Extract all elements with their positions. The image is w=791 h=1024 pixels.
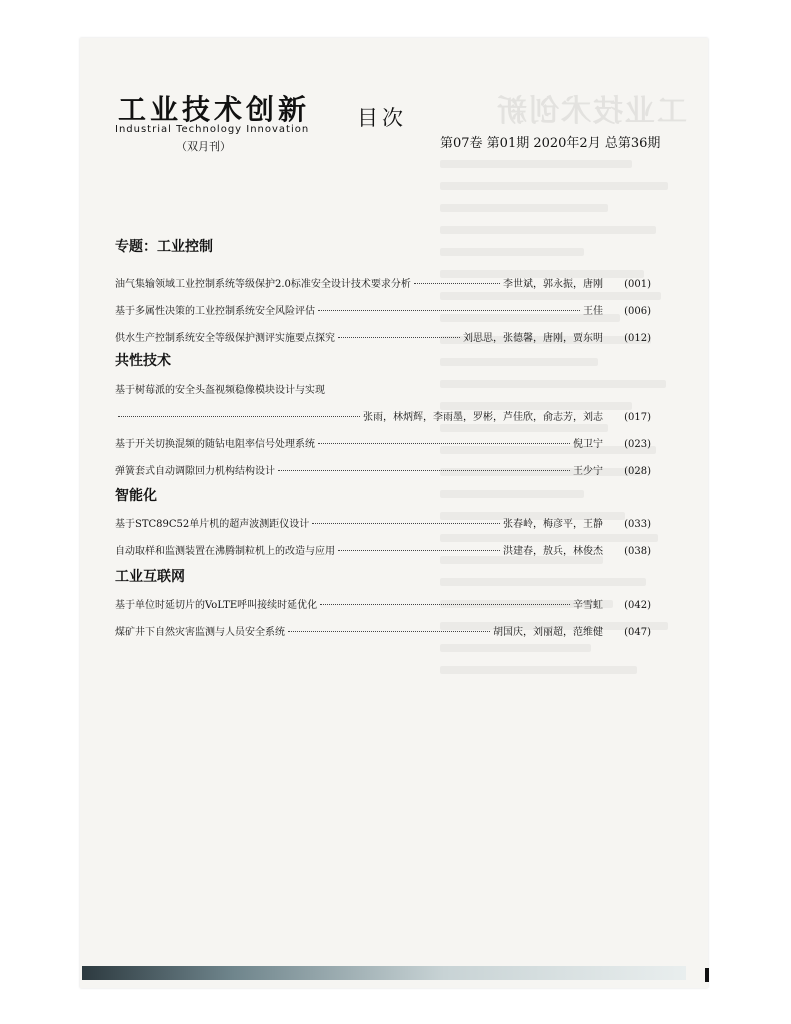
journal-title-en: Industrial Technology Innovation: [115, 124, 310, 135]
entry-authors: 倪卫宁: [573, 439, 603, 450]
entry-page: (001): [624, 279, 651, 290]
section-heading: 共性技术: [115, 353, 171, 369]
entry-title: 供水生产控制系统安全等级保护测评实施要点探究: [115, 333, 335, 344]
entry-page: (006): [624, 306, 651, 317]
entry-authors: 李世斌，郭永振，唐刚: [503, 279, 603, 290]
entry-page: (033): [624, 519, 651, 530]
entry-authors: 胡国庆，刘丽超，范维健: [493, 627, 603, 638]
bleed-through-text: 工业技术创新: [495, 94, 687, 129]
entry-page: (042): [624, 600, 651, 611]
entry-page: (012): [624, 333, 651, 344]
leader-dots: [414, 283, 500, 284]
entry-title[interactable]: 基于树莓派的安全头盔视频稳像模块设计与实现: [115, 385, 325, 396]
toc-entry[interactable]: [115, 515, 651, 533]
entry-authors: 王佳: [583, 306, 603, 317]
entry-title: 基于开关切换混频的随钻电阻率信号处理系统: [115, 439, 315, 450]
entry-authors: 洪建春，敖兵，林俊杰: [503, 546, 603, 557]
entry-authors: 王少宁: [573, 466, 603, 477]
toc-entry[interactable]: [115, 462, 651, 480]
toc-heading: 目次: [357, 106, 407, 130]
section-heading: 工业互联网: [115, 569, 185, 585]
leader-dots: [288, 631, 490, 632]
bleed-through-lines: [440, 160, 680, 760]
entry-title: 自动取样和监测装置在沸腾制粒机上的改造与应用: [115, 546, 335, 557]
entry-page: (028): [624, 466, 651, 477]
leader-dots: [118, 416, 360, 417]
leader-dots: [320, 604, 570, 605]
leader-dots: [312, 523, 500, 524]
leader-dots: [338, 337, 460, 338]
toc-entry[interactable]: [115, 542, 651, 560]
journal-frequency: （双月刊）: [176, 140, 231, 153]
toc-entry[interactable]: [115, 275, 651, 293]
issue-info: 第07卷 第01期 2020年2月 总第36期: [440, 136, 661, 151]
entry-title: 油气集输领域工业控制系统等级保护2.0标准安全设计技术要求分析: [115, 279, 411, 290]
entry-page: (038): [624, 546, 651, 557]
entry-title: 基于STC89C52单片机的超声波测距仪设计: [115, 519, 310, 530]
entry-authors: 刘思思，张德馨，唐刚，贾东明: [463, 333, 603, 344]
entry-page: (023): [624, 439, 651, 450]
entry-title: 弹簧套式自动调隙回力机构结构设计: [115, 466, 275, 477]
toc-entry[interactable]: [115, 329, 651, 347]
section-heading: 专题：工业控制: [115, 239, 213, 255]
section-heading: 智能化: [115, 488, 157, 504]
leader-dots: [318, 443, 570, 444]
entry-page: (017): [624, 412, 651, 423]
entry-authors: 张春岭，梅彦平，王静: [503, 519, 603, 530]
leader-dots: [318, 310, 580, 311]
entry-authors: 辛雪虹: [573, 600, 603, 611]
entry-page: (047): [624, 627, 651, 638]
toc-entry[interactable]: [115, 596, 651, 614]
scanner-edge-mark: [705, 968, 709, 982]
leader-dots: [338, 550, 500, 551]
entry-title: 基于多属性决策的工业控制系统安全风险评估: [115, 306, 315, 317]
entry-authors: 张雨，林炳辉，李雨墨，罗彬，芦佳欣，俞志芳，刘志: [363, 412, 603, 423]
entry-title: 煤矿井下自然灾害监测与人员安全系统: [115, 627, 285, 638]
scanner-edge-bar: [82, 966, 686, 980]
journal-title: 工业技术创新: [118, 93, 311, 126]
entry-title: 基于单位时延切片的VoLTE呼叫接续时延优化: [115, 600, 318, 611]
leader-dots: [278, 470, 570, 471]
toc-entry[interactable]: [115, 408, 651, 426]
toc-entry[interactable]: [115, 435, 651, 453]
toc-entry[interactable]: [115, 302, 651, 320]
toc-entry[interactable]: [115, 623, 651, 641]
